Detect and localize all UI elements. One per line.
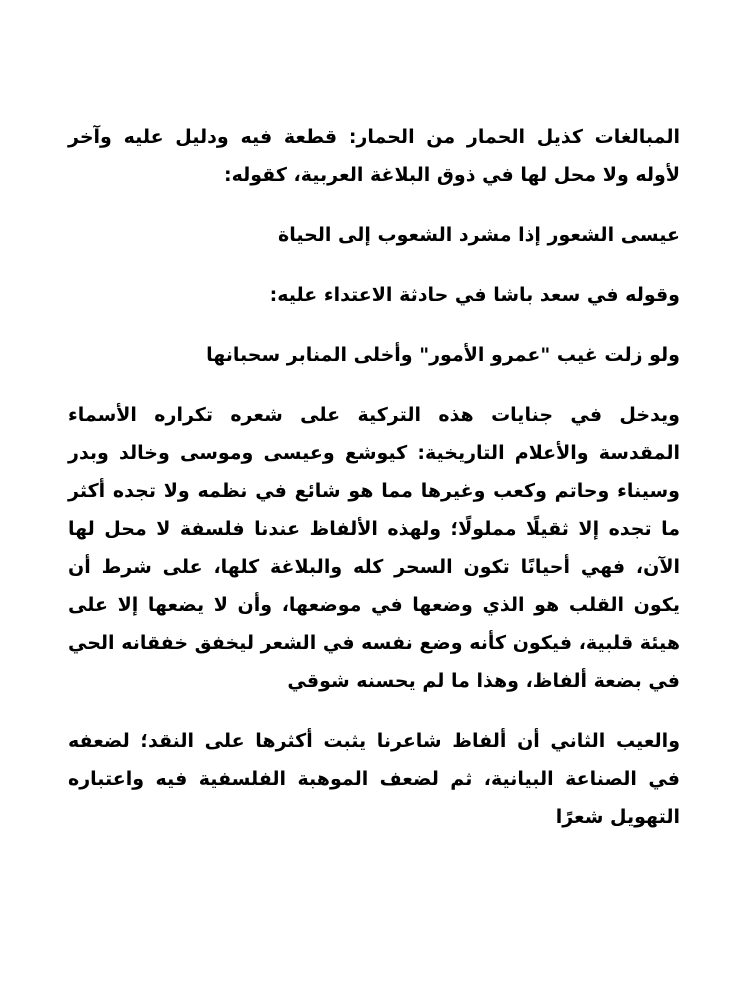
paragraph-second-flaw: والعيب الثاني أن ألفاظ شاعرنا يثبت أكثرها على النقد؛ لضعفه في الصناعة البيانية، ثم لضعف الموهبة الفلسفية فيه واعتباره التهويل شعرًا	[68, 730, 680, 828]
document-body	[68, 118, 680, 836]
paragraph-sacred-names: ويدخل في جنايات هذه التركية على شعره تكراره الأسماء المقدسة والأعلام التاريخية: كيوشع وعيسى وموسى وخالد وبدر وسيناء وحاتم وكعب وغيرها مما هو شائع في نظمه ولا تجده أكثر ما تجده إلا ثقيلًا مملولًا؛ ولهذه الألفاظ عندنا فلسفة لا محل لها الآن، فهي أحيانًا تكون السحر كله والبلاغة كلها، على شرط أن يكون القلب هو الذي وضعها في موضعها، وأن لا يضعها إلا على هيئة قلبية، فيكون كأنه وضع نفسه في الشعر ليخفق خفقانه الحي في بضعة ألفاظ، وهذا ما لم يحسنه شوقي	[68, 404, 680, 692]
paragraph-exaggerations: المبالغات كذيل الحمار من الحمار: قطعة فيه ودليل عليه وآخر لأوله ولا محل لها في ذوق البلاغة العربية، كقوله:	[68, 126, 680, 186]
verse-line-first: عيسى الشعور إذا مشرد الشعوب إلى الحياة	[277, 224, 680, 246]
verse-intro-saad-pasha: وقوله في سعد باشا في حادثة الاعتداء عليه:	[269, 284, 680, 306]
verse-line-second: ولو زلت غيب "عمرو الأمور" وأخلى المنابر سحبانها	[206, 344, 680, 366]
